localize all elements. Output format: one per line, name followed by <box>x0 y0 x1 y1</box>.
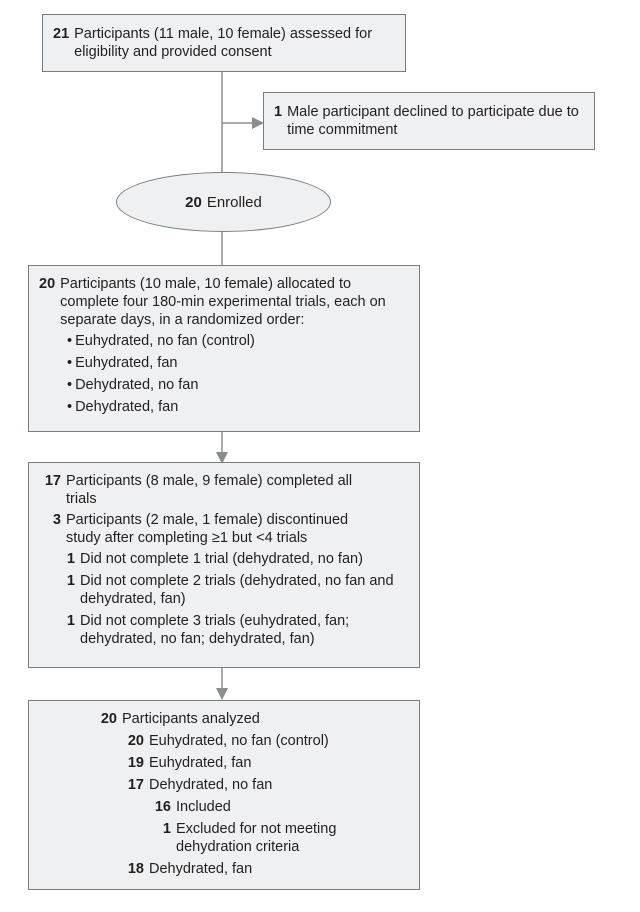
completed-text: Participants (8 male, 9 female) completed all trials <box>66 473 353 507</box>
detail-text: Did not complete 2 trials (dehydrated, no fan and dehydrated, fan) <box>80 573 394 607</box>
detail-count: 1 <box>66 573 75 589</box>
dehydrated-fan-text: Dehydrated, fan <box>149 861 253 877</box>
declined-box <box>263 92 595 150</box>
assessed-box <box>42 14 406 72</box>
discontinued-text: Participants (2 male, 1 female) discontinued study after completing ≥1 but <4 trials <box>66 512 349 546</box>
allocated-text: Participants (10 male, 10 female) allocated to complete four 180-min experimental trials, each on separate days, in a randomized order: <box>60 276 386 328</box>
trial-item: • Euhydrated, fan <box>67 354 409 372</box>
euhydrated-fan-count: 19 <box>127 755 144 771</box>
analyzed-count: 20 <box>100 711 117 727</box>
enrolled-count: 20 <box>185 193 202 211</box>
enrolled-text: Enrolled <box>206 193 262 211</box>
included-text: Included <box>176 799 231 815</box>
analyzed-text: Participants analyzed <box>122 711 260 727</box>
allocated-count: 20 <box>39 276 56 292</box>
analyzed-box <box>28 700 420 890</box>
excluded-text: Excluded for not meeting dehydration criteria <box>176 821 337 855</box>
declined-count: 1 <box>274 104 283 120</box>
control-text: Euhydrated, no fan (control) <box>149 733 329 749</box>
completed-count: 17 <box>44 473 61 489</box>
included-count: 16 <box>154 799 171 815</box>
euhydrated-fan-text: Euhydrated, fan <box>149 755 252 771</box>
control-count: 20 <box>127 733 144 749</box>
trial-item: • Dehydrated, fan <box>67 398 409 416</box>
assessed-text: Participants (11 male, 10 female) assessed for eligibility and provided consent <box>74 26 373 60</box>
assessed-count: 21 <box>53 26 70 42</box>
trial-item: • Euhydrated, no fan (control) <box>67 332 409 350</box>
detail-count: 1 <box>66 613 75 629</box>
discontinued-count: 3 <box>52 512 61 528</box>
declined-text: Male participant declined to participate due to time commitment <box>287 104 579 138</box>
dehydrated-nofan-count: 17 <box>127 777 144 793</box>
excluded-count: 1 <box>162 821 171 837</box>
enrolled-oval <box>116 172 331 232</box>
trial-item: • Dehydrated, no fan <box>67 376 409 394</box>
detail-text: Did not complete 1 trial (dehydrated, no fan) <box>80 551 363 567</box>
completed-box <box>28 462 420 668</box>
detail-text: Did not complete 3 trials (euhydrated, fan; dehydrated, no fan; dehydrated, fan) <box>80 613 350 647</box>
dehydrated-nofan-text: Dehydrated, no fan <box>149 777 273 793</box>
dehydrated-fan-count: 18 <box>127 861 144 877</box>
detail-count: 1 <box>66 551 75 567</box>
allocated-box <box>28 265 420 432</box>
